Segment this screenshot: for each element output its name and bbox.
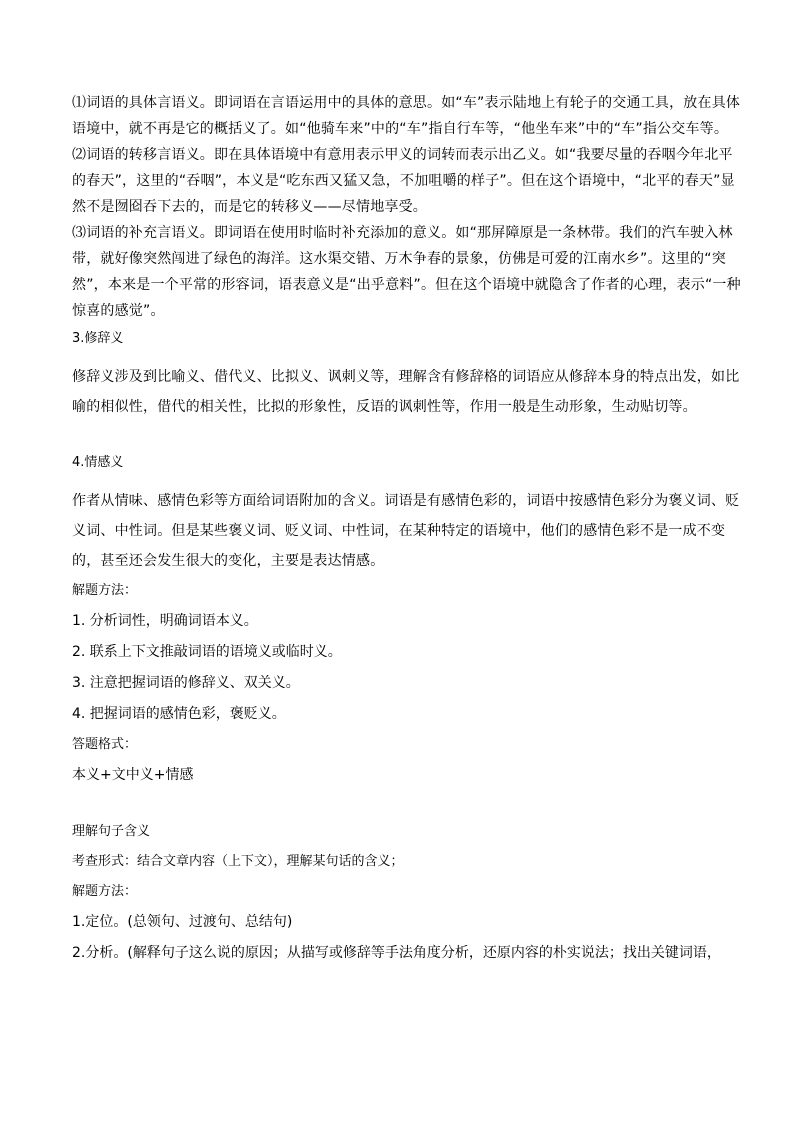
paragraph-supplementary-meaning: ⑶词语的补充言语义。即词语在使用时临时补充添加的意义。如“那屏障原是一条林带。我们的汽车驶入林带，就好像突然闯进了绿色的海洋。这水渠交错、万木争春的景象，仿佛是可爱的江南水乡”。这里的“突然”，本来是一个平常的形容词，语表意义是“出乎意料”。但在这个语境中就隐含了作者的心理，表示“一种惊喜的感觉”。 xyxy=(72,225,741,319)
section-title-emotional: 4.情感义 xyxy=(72,455,124,470)
method-item-3: 3. 注意把握词语的修辞义、双关义。 xyxy=(72,675,300,691)
sentence-step-2: 2.分析。(解释句子这么说的原因；从描写或修辞等手法角度分析，还原内容的朴实说法；找出关键词语， xyxy=(72,945,721,961)
method-item-1: 1. 分析词性，明确词语本义。 xyxy=(72,613,258,629)
format-value: 本义+文中义+情感 xyxy=(72,767,194,783)
section-title-sentence: 理解句子含义 xyxy=(72,824,151,839)
sentence-step-1: 1.定位。(总领句、过渡句、总结句) xyxy=(72,914,293,930)
sentence-form: 考查形式：结合文章内容（上下文），理解某句话的含义； xyxy=(72,854,404,869)
method-label: 解题方法： xyxy=(72,583,138,598)
paragraph-transferred-meaning: ⑵词语的转移言语义。即在具体语境中有意用表示甲义的词转而表示出乙义。如“我要尽量的吞咽今年北平的春天”，这里的“吞咽”，本义是“吃东西又猛又急，不加咀嚼的样子”。但在这个语境中，“北平的春天”显然不是囫囵吞下去的，而是它的转移义——尽情地享受。 xyxy=(72,147,735,215)
document-page xyxy=(72,90,744,969)
paragraph-emotional: 作者从情味、感情色彩等方面给词语附加的含义。词语是有感情色彩的，词语中按感情色彩分为褒义词、贬义词、中性词。但是某些褒义词、贬义词、中性词，在某种特定的语境中，他们的感情色彩不是一成不变的，甚至还会发生很大的变化，主要是表达情感。 xyxy=(72,493,740,569)
method-item-2: 2. 联系上下文推敲词语的语境义或临时义。 xyxy=(72,644,342,660)
paragraph-rhetorical: 修辞义涉及到比喻义、借代义、比拟义、讽刺义等，理解含有修辞格的词语应从修辞本身的特点出发，如比喻的相似性，借代的相关性，比拟的形象性，反语的讽刺性等，作用一般是生动形象，生动贴切等。 xyxy=(72,369,740,415)
paragraph-concrete-meaning: ⑴词语的具体言语义。即词语在言语运用中的具体的意思。如“车”表示陆地上有轮子的交通工具，放在具体语境中，就不再是它的概括义了。如“他骑车来”中的“车”指自行车等，“他坐车来”中的“车”指公交车等。 xyxy=(72,95,741,137)
section-title-rhetorical: 3.修辞义 xyxy=(72,331,124,346)
format-label: 答题格式： xyxy=(72,737,138,752)
sentence-method-label: 解题方法： xyxy=(72,884,138,899)
method-item-4: 4. 把握词语的感情色彩，褒贬义。 xyxy=(72,706,286,722)
